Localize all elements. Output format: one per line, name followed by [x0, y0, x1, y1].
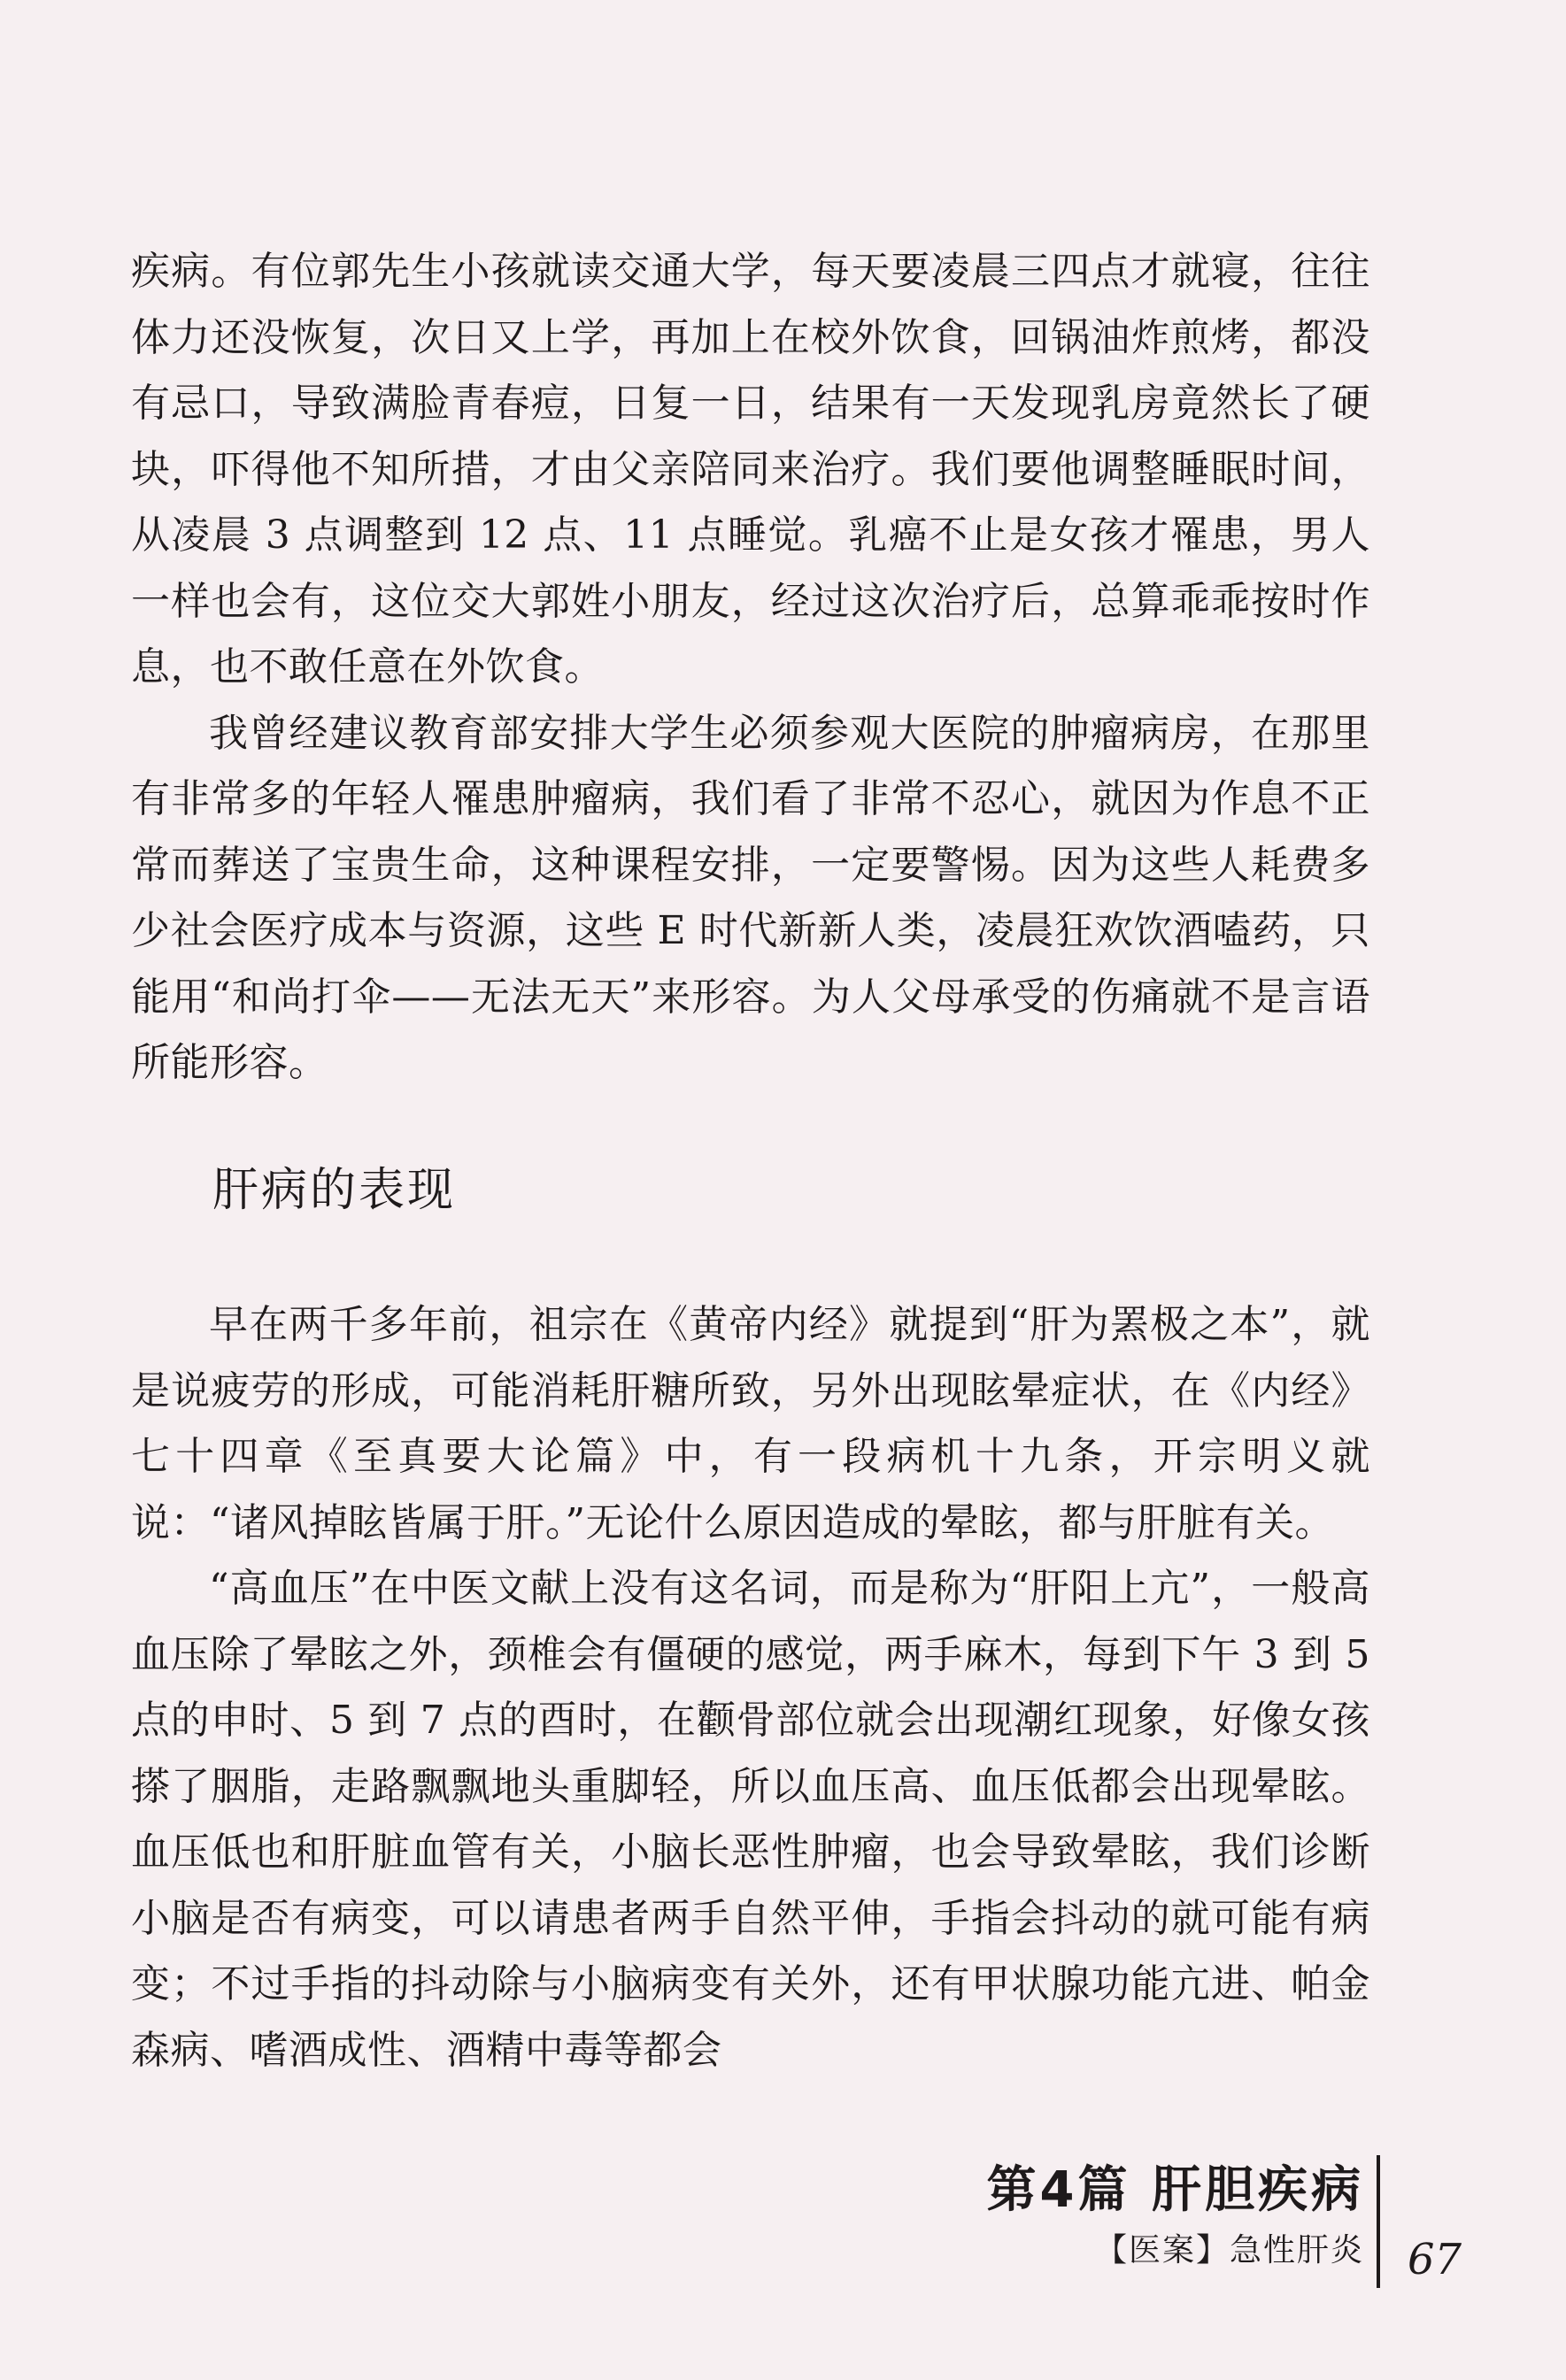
- paragraph-continued: 疾病。有位郭先生小孩就读交通大学，每天要凌晨三四点才就寝，往往体力还没恢复，次日又上学，再加上在校外饮食，回锅油炸煎烤，都没有忌口，导致满脸青春痘，日复一日，结果有一天发现乳房竟然长了硬块，吓得他不知所措，才由父亲陪同来治疗。我们要他调整睡眠时间，从凌晨 3 点调整到 12 点、11 点睡觉。乳癌不止是女孩才罹患，男人一样也会有，这位交大郭姓小朋友，经过这次治疗后，总算乖乖按时作息，也不敢任意在外饮食。: [131, 249, 1370, 689]
- running-footer: [987, 2155, 1380, 2276]
- section-heading: 肝病的表现: [212, 1164, 457, 1217]
- paragraph: “高血压”在中医文献上没有这名词，而是称为“肝阳上亢”，一般高血压除了晕眩之外，颈椎会有僵硬的感觉，两手麻木，每到下午 3 到 5 点的申时、5 到 7 点的酉时，在颧骨部位就会出现潮红现象，好像女孩搽了胭脂，走路飘飘地头重脚轻，所以血压高、血压低都会出现晕眩。血压低也和肝脏血管有关，小脑长恶性肿瘤，也会导致晕眩，我们诊断小脑是否有病变，可以请患者两手自然平伸，手指会抖动的就可能有病变；不过手指的抖动除与小脑病变有关外，还有甲状腺功能亢进、帕金森病、嗜酒成性、酒精中毒等都会: [131, 1566, 1370, 2073]
- chapter-title: 第4篇 肝胆疾病: [986, 2161, 1364, 2219]
- text-block-bottom: [131, 1292, 1370, 2083]
- text-block-top: [131, 239, 1370, 1097]
- footer-vertical-rule: [1377, 2155, 1380, 2288]
- chapter-subtitle: 【医案】急性肝炎: [1094, 2232, 1364, 2268]
- paragraph: 早在两千多年前，祖宗在《黄帝内经》就提到“肝为罴极之本”，就是说疲劳的形成，可能消耗肝糖所致，另外出现眩晕症状，在《内经》七十四章《至真要大论篇》中，有一段病机十九条，开宗明义就说：“诸风掉眩皆属于肝。”无论什么原因造成的晕眩，都与肝脏有关。: [131, 1302, 1370, 1545]
- page-number: 67: [1408, 2235, 1462, 2284]
- paragraph: 我曾经建议教育部安排大学生必须参观大医院的肿瘤病房，在那里有非常多的年轻人罹患肿瘤病，我们看了非常不忍心，就因为作息不正常而葬送了宝贵生命，这种课程安排，一定要警惕。因为这些人耗费多少社会医疗成本与资源，这些 E 时代新新人类，凌晨狂欢饮酒嗑药，只能用“和尚打伞——无法无天”来形容。为人父母承受的伤痛就不是言语所能形容。: [131, 710, 1370, 1085]
